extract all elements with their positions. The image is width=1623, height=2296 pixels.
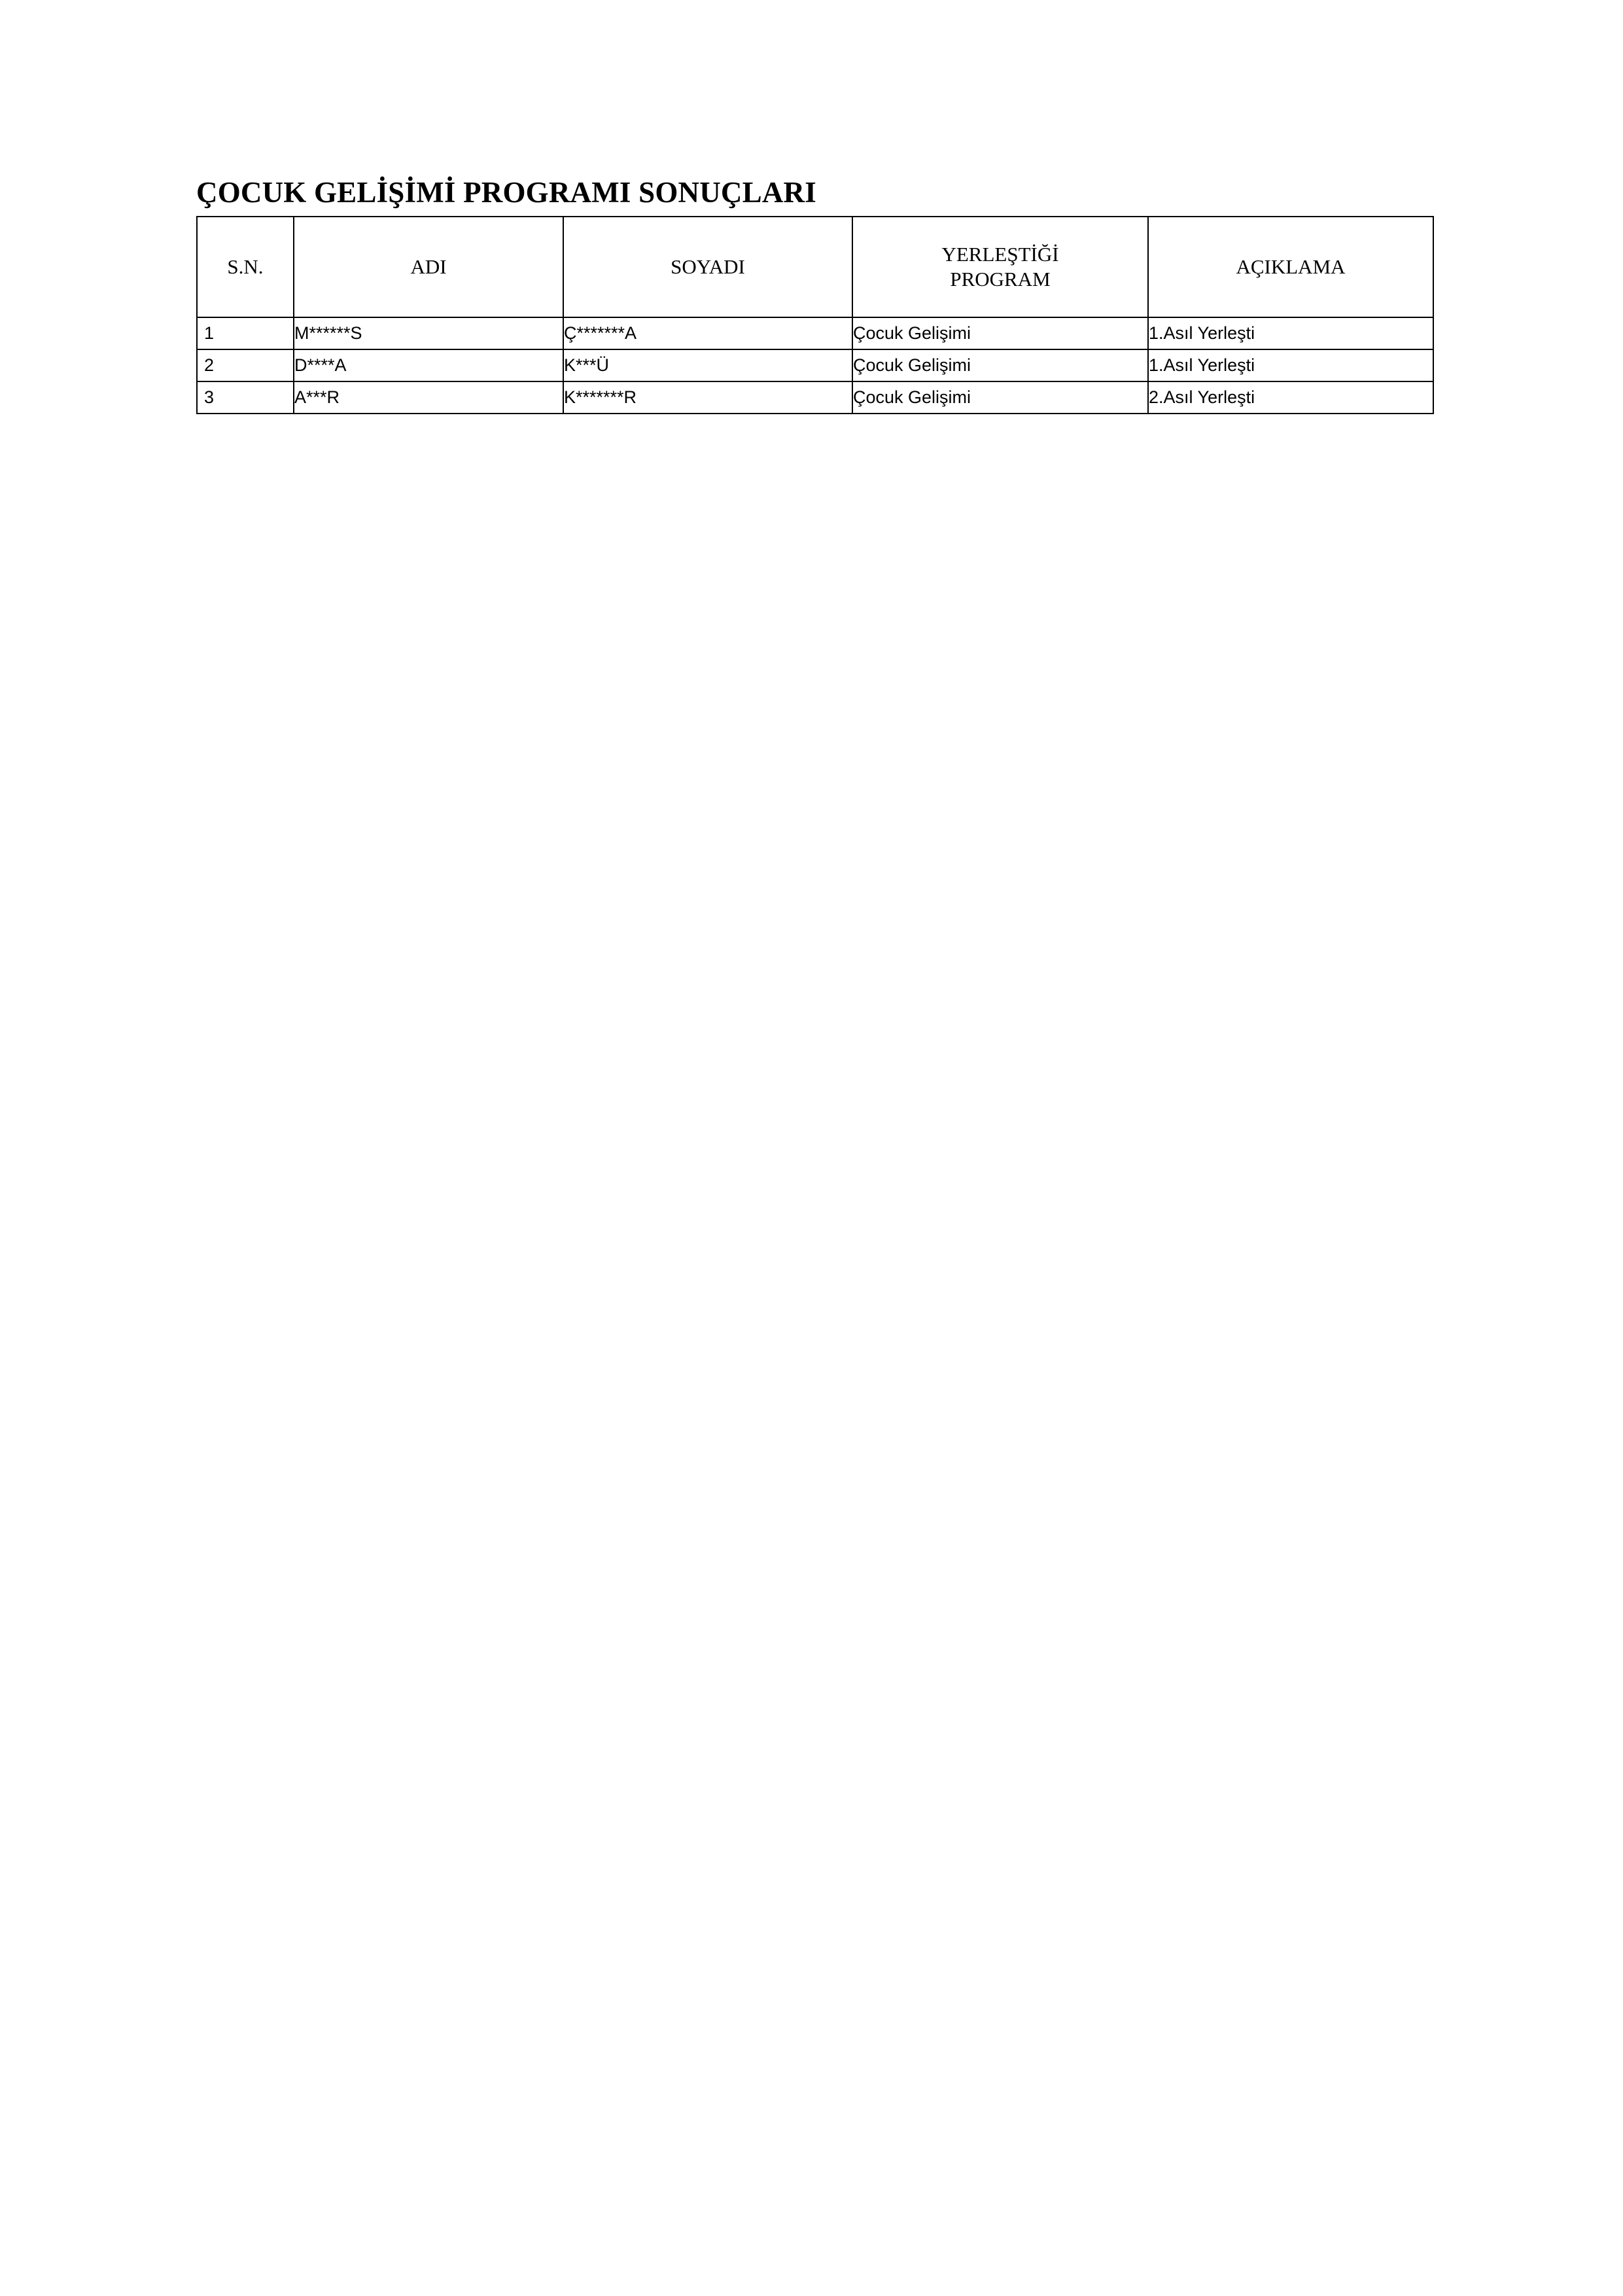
column-header-program: [852, 217, 1148, 317]
page-title: ÇOCUK GELİŞİMİ PROGRAMI SONUÇLARI: [196, 176, 816, 209]
cell-sn: 3: [197, 381, 294, 414]
column-header-program-line1: YERLEŞTİĞİ: [941, 243, 1059, 266]
cell-adi: D****A: [294, 349, 563, 381]
table-row: [197, 317, 1433, 349]
table-body: [197, 317, 1433, 414]
cell-adi: M******S: [294, 317, 563, 349]
column-header-program-line2: PROGRAM: [950, 268, 1051, 291]
column-header-soyadi: SOYADI: [563, 217, 852, 317]
cell-aciklama: 1.Asıl Yerleşti: [1148, 317, 1433, 349]
cell-soyadi: Ç*******A: [563, 317, 852, 349]
cell-adi: A***R: [294, 381, 563, 414]
results-table: [196, 216, 1434, 414]
cell-aciklama: 2.Asıl Yerleşti: [1148, 381, 1433, 414]
cell-program: Çocuk Gelişimi: [852, 381, 1148, 414]
cell-program: Çocuk Gelişimi: [852, 349, 1148, 381]
cell-soyadi: K***Ü: [563, 349, 852, 381]
column-header-adi: ADI: [294, 217, 563, 317]
cell-sn: 1: [197, 317, 294, 349]
cell-sn: 2: [197, 349, 294, 381]
column-header-aciklama: AÇIKLAMA: [1148, 217, 1433, 317]
table-row: [197, 349, 1433, 381]
table-row: [197, 381, 1433, 414]
cell-aciklama: 1.Asıl Yerleşti: [1148, 349, 1433, 381]
column-header-sn: S.N.: [197, 217, 294, 317]
table-header-row: [197, 217, 1433, 317]
table-header: [197, 217, 1433, 317]
cell-soyadi: K*******R: [563, 381, 852, 414]
cell-program: Çocuk Gelişimi: [852, 317, 1148, 349]
